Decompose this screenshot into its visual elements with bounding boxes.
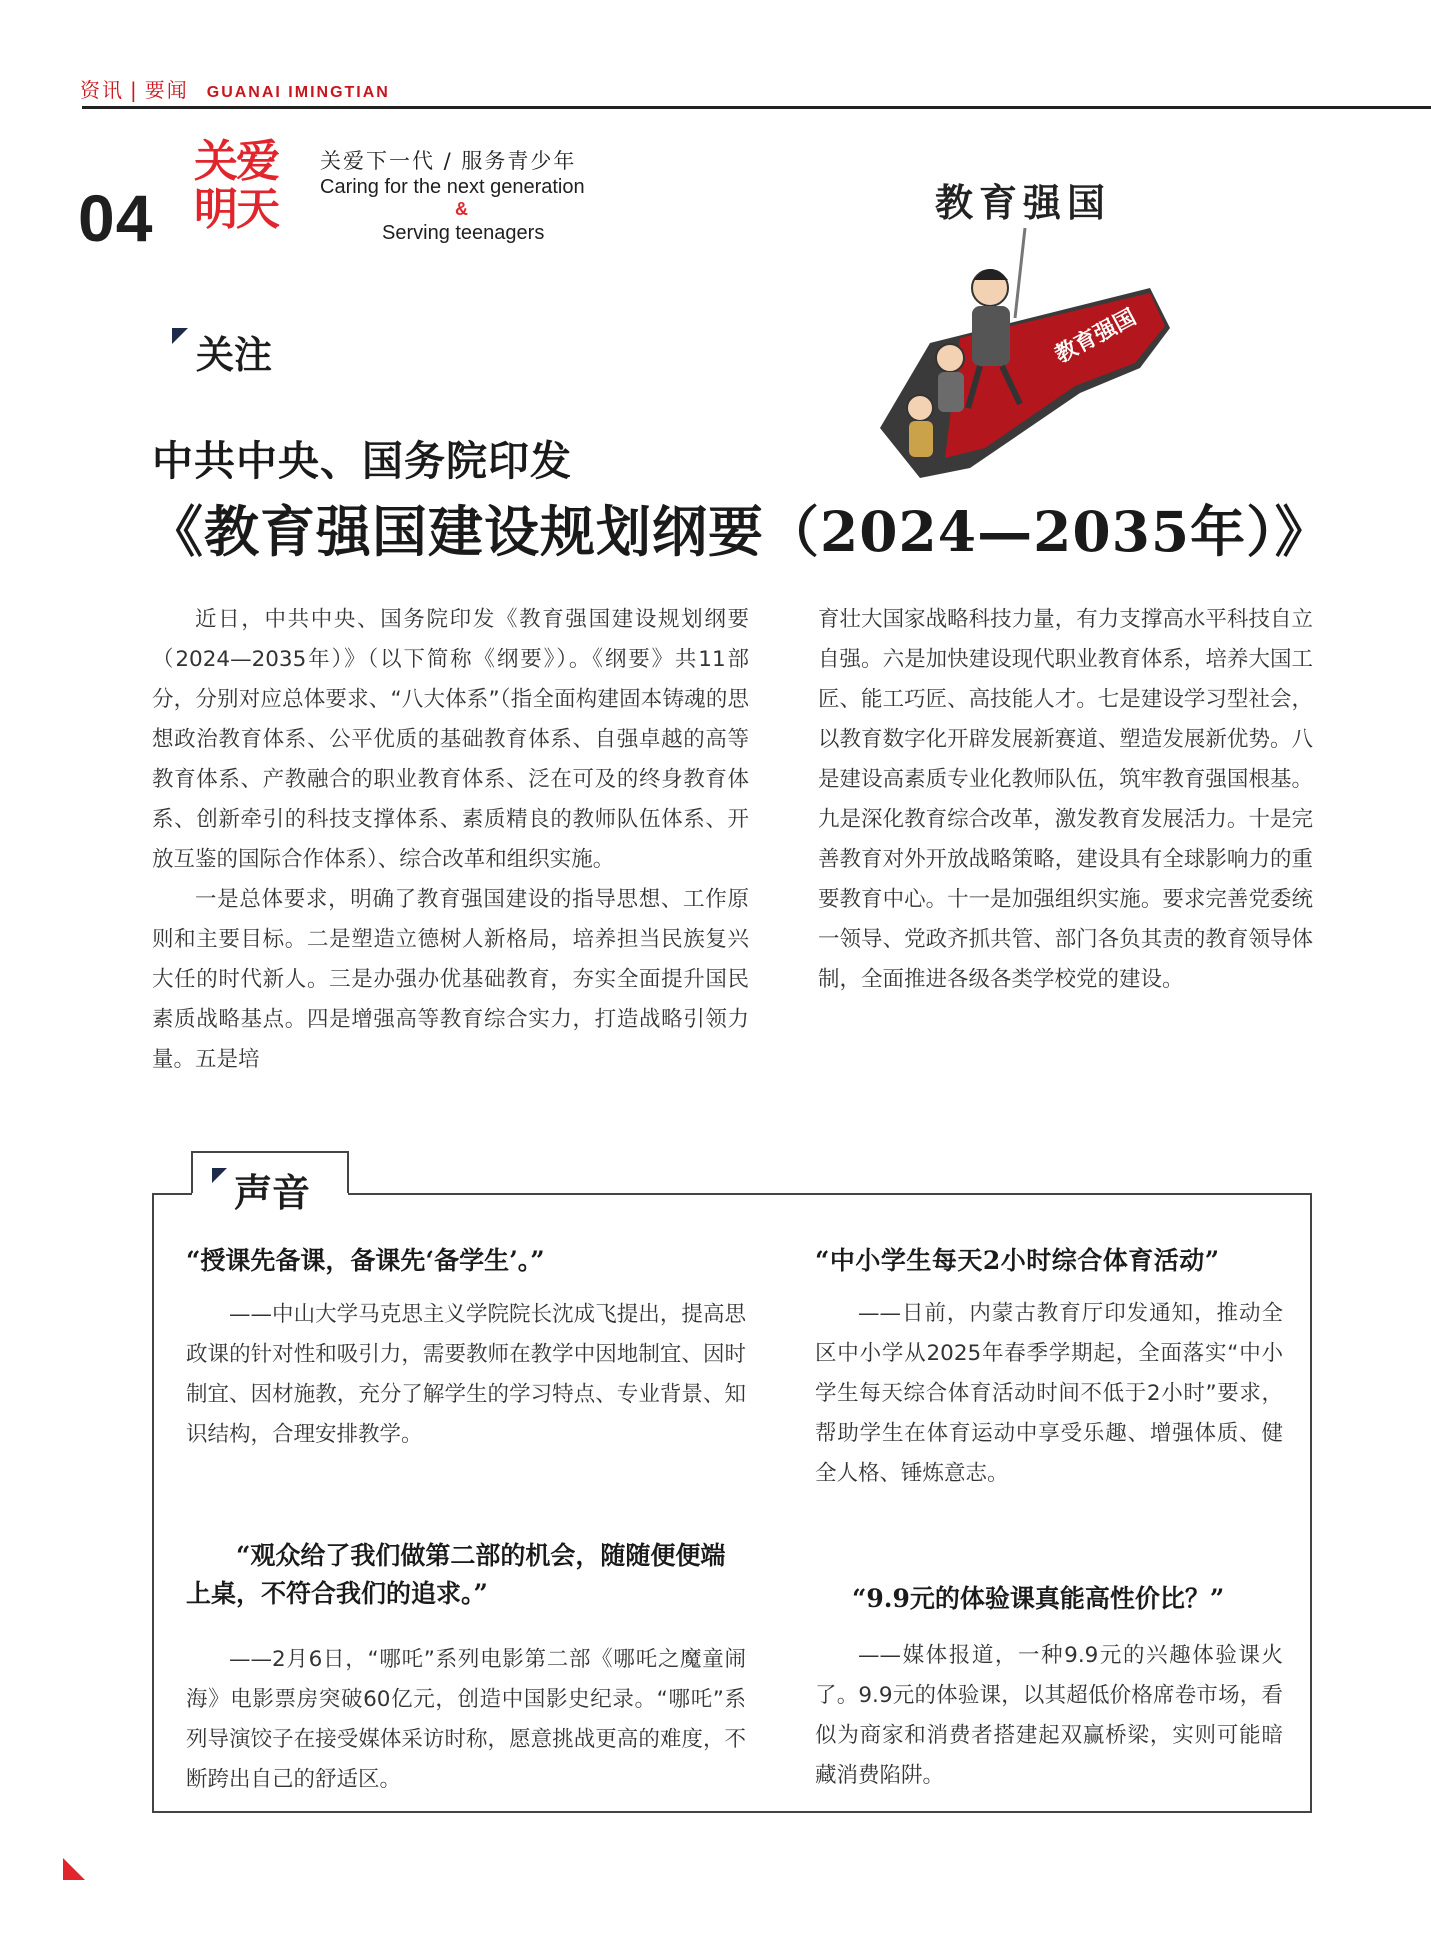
voice-body [186,1295,746,1455]
page-corner-icon [63,1858,85,1880]
voice-quote: “授课先备课，备课先‘备学生’。” [186,1246,545,1275]
student-1-body [938,372,964,412]
headline-main: 《教育强国建设规划纲要（2024—2035年）》 [148,499,1331,564]
article-paragraph: 近日，中共中央、国务院印发《教育强国建设规划纲要（2024—2035年）》（以下简称《纲要》）。《纲要》共11部分，分别对应总体要求、“八大体系”（指全面构建固本铸魂的思想政治教育体系、公平优质的基础教育体系、自强卓越的高等教育体系、产教融合的职业教育体系、泛在可及的终身教育体系、创新牵引的科技支撑体系、素质精良的教师队伍体系、开放互鉴的国际合作体系）、综合改革和组织实施。 [152,607,749,872]
voice-body-text: ——2月6日，“哪吒”系列电影第二部《哪吒之魔童闹海》电影票房突破60亿元，创造中国影史纪录。“哪吒”系列导演饺子在接受媒体采访时称，愿意挑战更高的难度，不断跨出自己的舒适区。 [186,1647,746,1792]
section-news: 资讯 [80,78,124,102]
voice-body-text: ——媒体报道，一种9.9元的兴趣体验课火了。9.9元的体验课，以其超低价格席卷市场，看似为商家和消费者搭建起双赢桥梁，实则可能暗藏消费陷阱。 [815,1643,1283,1788]
student-1-head [936,344,964,372]
focus-marker-icon [172,328,188,344]
section-headlines: 要闻 [144,78,189,102]
teacher-body [972,306,1010,366]
student-2-head [907,395,933,421]
voice-quote: “9.9元的体验课真能高性价比？” [852,1584,1225,1613]
nav-divider: | [130,78,139,102]
tagline-zh: 关爱下一代 / 服务青少年 [320,149,577,173]
focus-section-label: 关注 [196,333,273,377]
brand-logo [194,138,294,234]
voice-body-text: ——日前，内蒙古教育厅印发通知，推动全区中小学从2025年春季学期起，全面落实“中小学生每天综合体育活动时间不低于2小时”要求，帮助学生在体育运动中享受乐趣、增强体质、健全人格、锤炼意志。 [815,1301,1283,1486]
education-illustration [850,168,1185,488]
article-paragraph: 一是总体要求，明确了教育强国建设的指导思想、工作原则和主要目标。二是塑造立德树人新格局，培养担当民族复兴大任的时代新人。三是办强办优基础教育，夯实全面提升国民素质战略基点。四是增强高等教育综合实力，打造战略引领力量。五是培 [152,887,749,1072]
carpet-banner-text: 教育强国 [1051,304,1141,369]
voices-section-label: 声音 [234,1171,311,1215]
section-latin: GUANAI IMINGTIAN [206,84,390,101]
voice-body [815,1636,1283,1796]
header-rule [82,106,1431,109]
article-column-left [152,600,749,1080]
voice-quote: “观众给了我们做第二部的机会，随随便便端上桌，不符合我们的追求。” [186,1541,726,1608]
voice-body [186,1640,746,1800]
tagline-en-1: Caring for the next generation [320,176,585,198]
voice-body-text: ——中山大学马克思主义学院院长沈成飞提出，提高思政课的针对性和吸引力，需要教师在教学中因地制宜、因时制宜、因材施教，充分了解学生的学习特点、专业背景、知识结构，合理安排教学。 [186,1302,746,1447]
brand-line-1: 关爱 [194,136,278,187]
tagline-ampersand: & [455,199,468,219]
section-nav [80,74,390,103]
illustration-caption: 教育强国 [935,180,1112,225]
headline-sub: 中共中央、国务院印发 [152,437,572,485]
voices-marker-icon [212,1168,227,1183]
article-paragraph: 育壮大国家战略科技力量，有力支撑高水平科技自立自强。六是加快建设现代职业教育体系，培养大国工匠、能工巧匠、高技能人才。七是建设学习型社会，以教育数字化开辟发展新赛道、塑造发展新优势。八是建设高素质专业化教师队伍，筑牢教育强国根基。九是深化教育综合改革，激发教育发展活力。十是完善教育对外开放战略策略，建设具有全球影响力的重要教育中心。十一是加强组织实施。要求完善党委统一领导、党政齐抓共管、部门各负其责的教育领导体制，全面推进各级各类学校党的建设。 [818,607,1313,992]
student-2-body [909,421,933,457]
tagline-en-2: Serving teenagers [382,222,545,244]
page-number: 04 [78,181,154,255]
brand-line-2: 明天 [194,184,278,235]
voice-body [815,1294,1283,1494]
voice-quote: “中小学生每天2小时综合体育活动” [815,1246,1220,1275]
article-column-right [818,600,1313,1000]
flag-pole [1015,228,1025,318]
